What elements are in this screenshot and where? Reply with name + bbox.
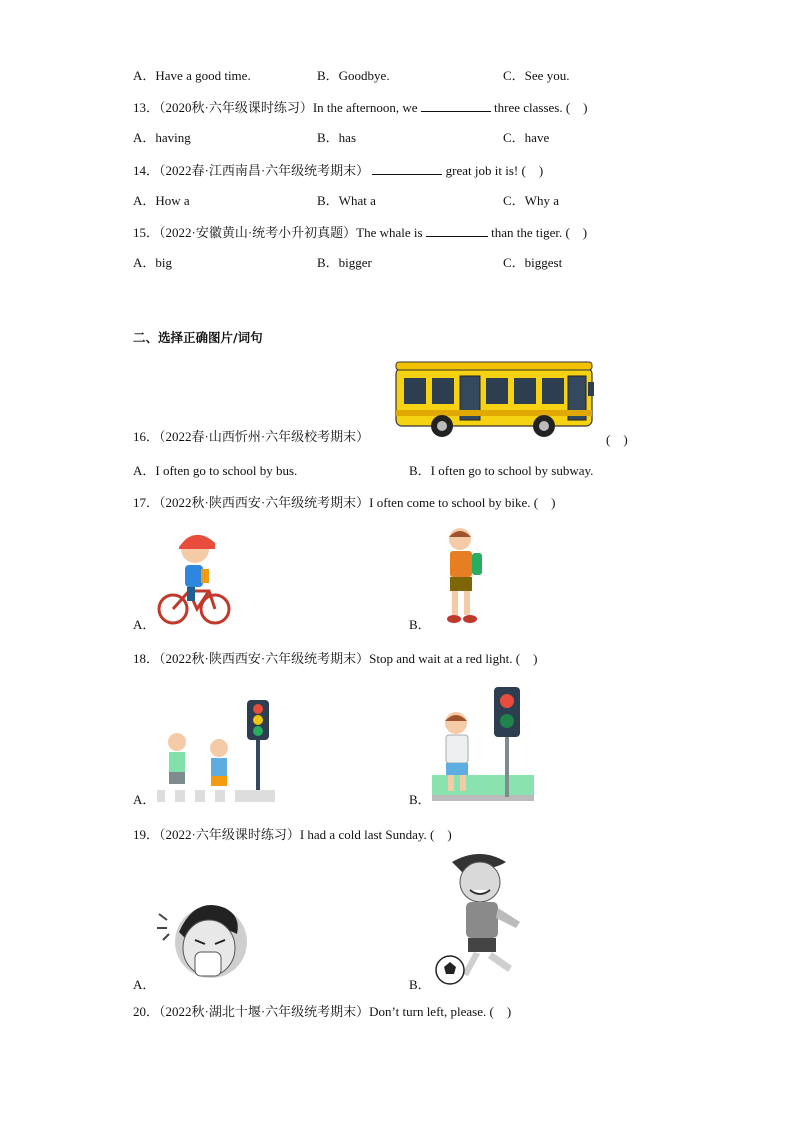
q18-option-b: B． [409,792,431,807]
q14-question [133,162,543,179]
q15-blank[interactable] [426,224,488,237]
bus-image[interactable] [392,360,598,442]
q13-text-post: three classes. ( ) [494,100,588,115]
q15-option-a: A．big [133,255,173,270]
q16-answer-paren[interactable]: ( ) [606,432,628,447]
q17-option-a: A． [133,617,156,632]
q19-option-b: B． [409,977,431,992]
q13-option-a: A．having [133,130,191,145]
q17-question: 17．（2022秋·陕西西安·六年级统考期末）I often come to school by bike. ( ) [133,495,556,510]
q13-text-pre: 13．（2020秋·六年级课时练习）In the afternoon, we [133,100,418,115]
section-heading: 二、选择正确图片/词句 [133,330,263,345]
boy-walking-image[interactable] [438,525,484,627]
q12-option-c: C．See you. [503,68,570,83]
q13-option-c: C．have [503,130,550,145]
kids-crossing-street-image[interactable] [157,692,275,804]
q16-option-a: A．I often go to school by bus. [133,463,298,478]
q13-option-b: B．has [317,130,357,145]
q15-option-b: B．bigger [317,255,372,270]
q17-option-b: B． [409,617,431,632]
q16-question: 16．（2022春·山西忻州·六年级校考期末） [133,429,370,444]
q18-question: 18．（2022秋·陕西西安·六年级统考期末）Stop and wait at a red light. ( ) [133,651,538,666]
q20-question: 20．（2022秋·湖北十堰·六年级统考期末）Don’t turn left, please. ( ) [133,1004,512,1019]
boy-waiting-at-light-image[interactable] [432,685,534,805]
boy-riding-bike-image[interactable] [157,525,233,629]
q18-option-a: A． [133,792,156,807]
q12-option-a: A．Have a good time. [133,68,251,83]
q15-text-post: than the tiger. ( ) [491,225,588,240]
q12-option-b: B．Goodbye. [317,68,390,83]
boy-with-cold-image[interactable] [155,892,251,988]
boy-playing-football-image[interactable] [434,852,534,990]
q14-blank[interactable] [372,162,442,175]
q19-question: 19．（2022·六年级课时练习）I had a cold last Sunday. ( ) [133,827,452,842]
q14-text-pre: 14．（2022春·江西南昌·六年级统考期末） [133,163,370,178]
q14-option-b: B．What a [317,193,376,208]
q15-text-pre: 15．（2022·安徽黄山·统考小升初真题）The whale is [133,225,423,240]
q15-option-c: C．biggest [503,255,563,270]
q19-option-a: A． [133,977,156,992]
q13-blank[interactable] [421,99,491,112]
q13-question [133,99,588,116]
q14-option-a: A．How a [133,193,190,208]
q15-question [133,224,587,241]
q14-text-post: great job it is! ( ) [445,163,544,178]
q14-option-c: C．Why a [503,193,559,208]
q16-option-b: B．I often go to school by subway. [409,463,594,478]
